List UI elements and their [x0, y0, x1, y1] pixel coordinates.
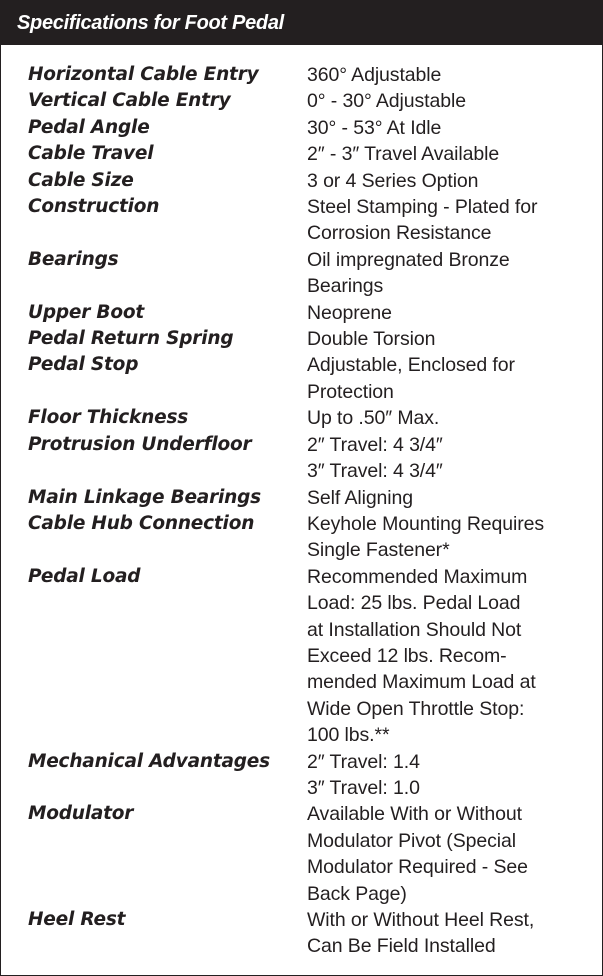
spec-value: [307, 485, 577, 511]
spec-label: Upper Boot: [28, 301, 144, 323]
spec-row: [1, 141, 602, 167]
spec-value-line: 30° - 53° At Idle: [307, 116, 442, 139]
spec-label: Modulator: [28, 803, 134, 825]
spec-label: Floor Thickness: [28, 407, 189, 429]
spec-value-line: mended Maximum Load at: [307, 671, 536, 694]
spec-value-line: Corrosion Resistance: [307, 222, 492, 245]
spec-label: Protrusion Underfloor: [28, 433, 252, 455]
spec-label: Pedal Load: [28, 565, 141, 587]
spec-title: Specifications for Foot Pedal: [1, 1, 602, 45]
spec-value: [307, 432, 577, 485]
spec-value: [307, 141, 577, 167]
spec-value: [307, 907, 577, 960]
spec-row: [1, 194, 602, 247]
spec-value-line: Up to .50″ Max.: [307, 407, 440, 430]
spec-label: Vertical Cable Entry: [28, 90, 231, 112]
spec-row: [1, 115, 602, 141]
spec-value: [307, 511, 577, 564]
spec-value: [307, 749, 577, 802]
spec-value-line: Protection: [307, 380, 394, 403]
spec-value-line: Steel Stamping - Plated for: [307, 196, 538, 219]
spec-value: [307, 801, 577, 907]
spec-label: Heel Rest: [28, 909, 126, 930]
spec-label: Mechanical Advantages: [28, 750, 270, 772]
spec-value-line: Back Page): [307, 882, 407, 905]
spec-row: [1, 352, 602, 405]
spec-value-line: Double Torsion: [307, 328, 436, 351]
spec-value: [307, 115, 577, 141]
spec-row: [1, 62, 602, 88]
spec-value-line: Modulator Pivot (Special: [307, 829, 516, 852]
spec-value-line: 2″ - 3″ Travel Available: [307, 143, 500, 166]
spec-value: [307, 88, 577, 114]
spec-value-line: Can Be Field Installed: [307, 935, 496, 958]
spec-value-line: Recommended Maximum: [307, 565, 528, 588]
spec-value: [307, 300, 577, 326]
spec-row: [1, 801, 602, 907]
spec-value-line: Single Fastener*: [307, 539, 450, 562]
spec-label: Cable Hub Connection: [28, 512, 255, 534]
spec-value-line: With or Without Heel Rest,: [307, 909, 535, 931]
spec-value-line: 3 or 4 Series Option: [307, 169, 479, 192]
spec-row: [1, 168, 602, 194]
spec-value-line: Wide Open Throttle Stop:: [307, 697, 525, 720]
spec-label: Bearings: [28, 248, 119, 270]
spec-value-line: 0° - 30° Adjustable: [307, 90, 466, 113]
spec-value-line: 3″ Travel: 1.0: [307, 776, 420, 799]
spec-value-line: 360° Adjustable: [307, 64, 442, 86]
spec-value-line: 3″ Travel: 4 3/4″: [307, 460, 443, 483]
spec-value-line: at Installation Should Not: [307, 618, 522, 641]
spec-value: [307, 352, 577, 405]
spec-value-line: Bearings: [307, 275, 384, 298]
spec-value-line: Self Aligning: [307, 486, 414, 509]
spec-value-line: Oil impregnated Bronze: [307, 248, 510, 271]
spec-row: [1, 907, 602, 960]
spec-value-line: Load: 25 lbs. Pedal Load: [307, 592, 521, 615]
spec-value: [307, 62, 577, 88]
spec-value-line: Adjustable, Enclosed for: [307, 354, 515, 377]
spec-label: Main Linkage Bearings: [28, 486, 261, 508]
spec-label: Construction: [28, 196, 160, 218]
spec-value-line: Available With or Without: [307, 803, 522, 826]
spec-label: Horizontal Cable Entry: [28, 64, 259, 85]
spec-value-line: Neoprene: [307, 301, 392, 324]
spec-value-line: Keyhole Mounting Requires: [307, 512, 545, 535]
spec-label: Pedal Stop: [28, 354, 139, 376]
spec-value: [307, 405, 577, 431]
spec-value-line: 100 lbs.**: [307, 724, 390, 747]
spec-label: Pedal Angle: [28, 116, 150, 138]
spec-row: [1, 485, 602, 511]
spec-value-line: Exceed 12 lbs. Recom-: [307, 644, 507, 667]
spec-row: [1, 326, 602, 352]
spec-value: [307, 247, 577, 300]
spec-row: [1, 432, 602, 485]
spec-row: [1, 511, 602, 564]
spec-row: [1, 405, 602, 431]
spec-list: [1, 62, 602, 960]
spec-value: [307, 326, 577, 352]
spec-value-line: Modulator Required - See: [307, 856, 528, 879]
spec-row: [1, 564, 602, 749]
spec-value-line: 2″ Travel: 1.4: [307, 750, 420, 773]
spec-label: Cable Size: [28, 169, 134, 191]
spec-label: Cable Travel: [28, 143, 154, 165]
spec-row: [1, 300, 602, 326]
spec-label: Pedal Return Spring: [28, 328, 234, 350]
spec-row: [1, 247, 602, 300]
spec-value: [307, 168, 577, 194]
spec-value: [307, 564, 577, 749]
spec-value-line: 2″ Travel: 4 3/4″: [307, 433, 443, 456]
spec-value: [307, 194, 577, 247]
spec-row: [1, 88, 602, 114]
spec-row: [1, 749, 602, 802]
